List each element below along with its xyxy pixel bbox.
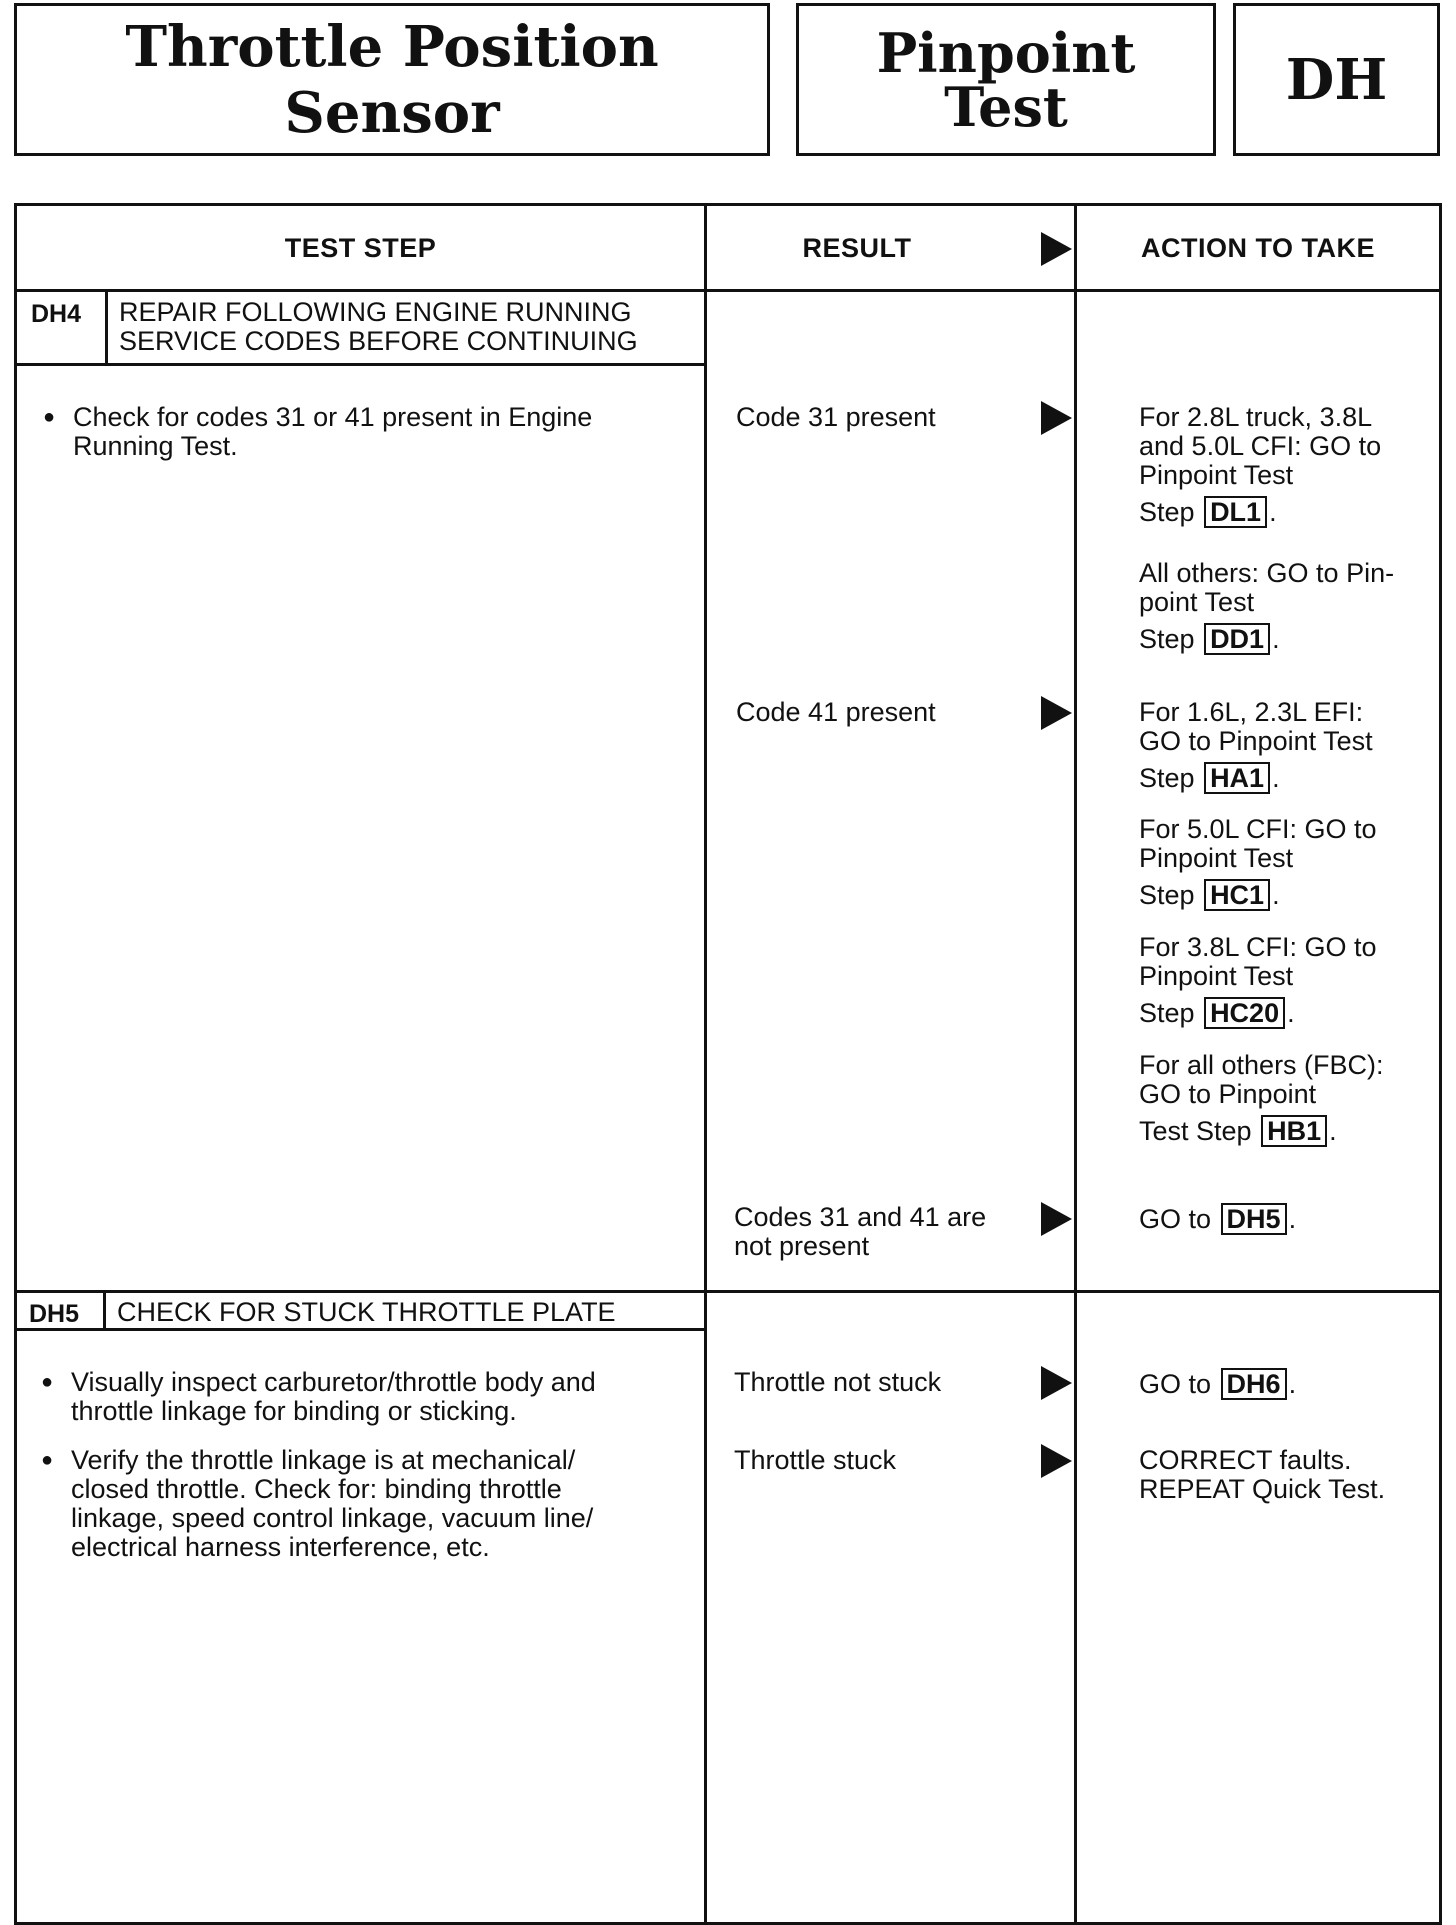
action-b2-step-prefix: Step [1139, 880, 1195, 910]
step-ref-hb1: HB1 [1261, 1115, 1327, 1147]
action-a2-line1: All others: GO to Pin- [1139, 558, 1395, 588]
dh5-bullet2-line2: closed throttle. Check for: binding throttle [71, 1474, 562, 1504]
divider-col2 [1074, 206, 1077, 1922]
col-result: RESULT [802, 232, 912, 263]
col-test-step: TEST STEP [284, 232, 437, 263]
action-c1 [1139, 1203, 1439, 1235]
action-b2-line2: Pinpoint Test [1139, 843, 1294, 873]
dh5-bullet2-line1: ● Verify the throttle linkage is at mechanical/ [71, 1445, 576, 1475]
dh4-bullet [73, 403, 592, 461]
dh5-title-underline [17, 1328, 707, 1331]
dh5-bullet2-line4: electrical harness interference, etc. [71, 1532, 490, 1562]
dh4-title-underline [17, 363, 707, 366]
dh4-title-line2: SERVICE CODES BEFORE CONTINUING [119, 326, 638, 356]
action-stuck-line1: CORRECT faults. [1139, 1445, 1352, 1475]
header-code-box [1233, 3, 1440, 156]
action-b1-step-prefix: Step [1139, 763, 1195, 793]
arrow-none-icon [1041, 1202, 1072, 1236]
result-arrow-icon [1041, 232, 1072, 266]
action-a1-line2: and 5.0L CFI: GO to [1139, 431, 1382, 461]
result-none-line2: not present [734, 1231, 870, 1261]
action-a2 [1139, 559, 1439, 655]
action-a2-line2: point Test [1139, 587, 1255, 617]
col-action: ACTION TO TAKE [1141, 232, 1375, 263]
action-not-stuck-prefix: GO to [1139, 1369, 1212, 1399]
action-b1-line1: For 1.6L, 2.3L EFI: [1139, 697, 1364, 727]
pinpoint-line1: Pinpoint [876, 20, 1136, 85]
arrow-not-stuck-icon [1041, 1366, 1072, 1400]
action-not-stuck-line: GO to DH6 . [1139, 1369, 1297, 1399]
action-b4-step-prefix: Test Step [1139, 1116, 1252, 1146]
action-stuck-line2: REPEAT Quick Test. [1139, 1474, 1386, 1504]
dh4-step-title [119, 298, 638, 356]
result-not-stuck: Throttle not stuck [734, 1367, 942, 1397]
dh5-id-divider [103, 1293, 106, 1331]
step-ref-dh6: DH6 [1221, 1368, 1287, 1400]
action-a1-line1: For 2.8L truck, 3.8L [1139, 402, 1373, 432]
pinpoint-line2: Test [944, 74, 1068, 139]
action-a2-step-line: Step DD1 . [1139, 624, 1280, 654]
action-b1 [1139, 698, 1439, 794]
action-b4-line2: GO to Pinpoint [1139, 1079, 1317, 1109]
action-b2-line1: For 5.0L CFI: GO to [1139, 814, 1377, 844]
step-ref-dd1: DD1 [1204, 623, 1270, 655]
step-ref-dl1: DL1 [1204, 496, 1267, 528]
action-b3-step-prefix: Step [1139, 998, 1195, 1028]
action-b3 [1139, 933, 1439, 1029]
dh5-bullet1-line1: ● Visually inspect carburetor/throttle body and [71, 1367, 596, 1397]
action-b3-line2: Pinpoint Test [1139, 961, 1294, 991]
action-not-stuck [1139, 1368, 1439, 1400]
dh5-bullet-2 [71, 1446, 593, 1562]
action-a1-step-prefix: Step [1139, 497, 1195, 527]
step-ref-hc1: HC1 [1204, 879, 1270, 911]
dh5-bullet1-line2: throttle linkage for binding or sticking. [71, 1396, 517, 1426]
pinpoint-test-table [14, 203, 1442, 1925]
action-b1-line2: GO to Pinpoint Test [1139, 726, 1373, 756]
header-pinpoint-box [796, 3, 1216, 156]
page-title: Throttle Position Sensor [125, 13, 659, 146]
action-b4-step-line: Test Step HB1 . [1139, 1116, 1337, 1146]
header-title-box [14, 3, 770, 156]
action-a1 [1139, 403, 1439, 528]
action-b3-line1: For 3.8L CFI: GO to [1139, 932, 1377, 962]
result-none [734, 1203, 986, 1261]
dh5-bullet2-line3: linkage, speed control linkage, vacuum line/ [71, 1503, 594, 1533]
dh5-step-id: DH5 [29, 1300, 80, 1328]
action-stuck [1139, 1446, 1439, 1504]
dh4-step-id: DH4 [31, 300, 82, 328]
action-c1-prefix: GO to [1139, 1204, 1212, 1234]
step-ref-dh5: DH5 [1221, 1203, 1287, 1235]
dh5-step-title: CHECK FOR STUCK THROTTLE PLATE [117, 1297, 616, 1327]
action-b2-step-line: Step HC1 . [1139, 880, 1280, 910]
dh5-bullet-1 [71, 1368, 596, 1426]
action-b4-line1: For all others (FBC): [1139, 1050, 1384, 1080]
result-stuck: Throttle stuck [734, 1445, 897, 1475]
result-code31: Code 31 present [736, 402, 936, 432]
action-a1-step-line: Step DL1 . [1139, 497, 1277, 527]
dh4-bullet-line2: Running Test. [73, 431, 238, 461]
action-b4 [1139, 1051, 1439, 1147]
action-c1-line: GO to DH5 . [1139, 1204, 1297, 1234]
test-code: DH [1285, 46, 1388, 113]
dh4-title-line1: REPAIR FOLLOWING ENGINE RUNNING [119, 297, 632, 327]
action-a1-line3: Pinpoint Test [1139, 460, 1294, 490]
action-b3-step-line: Step HC20 . [1139, 998, 1295, 1028]
action-b1-step-line: Step HA1 . [1139, 763, 1280, 793]
arrow-code31-icon [1041, 401, 1072, 435]
action-a2-step-prefix: Step [1139, 624, 1195, 654]
divider-dh5 [17, 1290, 1439, 1293]
step-ref-hc20: HC20 [1204, 997, 1285, 1029]
action-b2 [1139, 815, 1439, 911]
arrow-stuck-icon [1041, 1444, 1072, 1478]
divider-col1 [704, 206, 707, 1922]
dh4-bullet-line1: ● Check for codes 31 or 41 present in Engine [73, 402, 593, 432]
result-code41: Code 41 present [736, 697, 936, 727]
dh4-id-divider [105, 292, 108, 366]
step-ref-ha1: HA1 [1204, 762, 1270, 794]
result-none-line1: Codes 31 and 41 are [734, 1202, 987, 1232]
arrow-code41-icon [1041, 696, 1072, 730]
